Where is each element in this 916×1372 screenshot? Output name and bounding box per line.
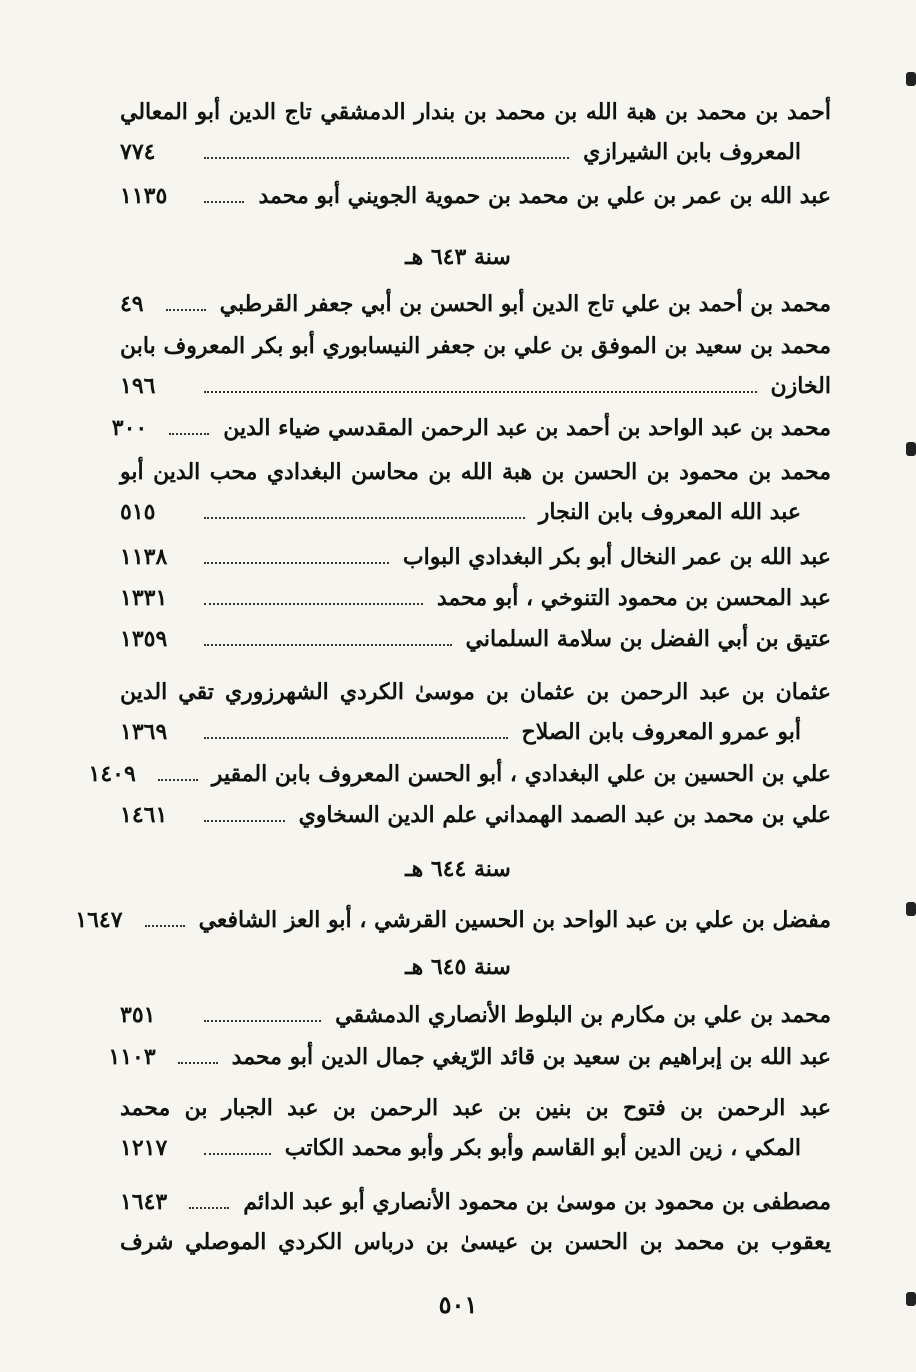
index-entry — [120, 672, 831, 752]
dot-leader — [145, 913, 185, 927]
entry-text: عبد الله بن عمر النخال أبو بكر البغدادي البواب — [402, 544, 831, 570]
year-heading: سنة ٦٤٣ هـ — [405, 244, 511, 270]
index-entry — [120, 176, 831, 216]
index-entry — [120, 537, 831, 577]
index-entry — [75, 900, 831, 940]
entry-text: أبو عمرو المعروف بابن الصلاح — [521, 719, 801, 745]
entry-text: يعقوب بن محمد بن الحسن بن عيسىٰ بن درباس الكردي الموصلي شرف — [120, 1229, 831, 1255]
binding-mark — [906, 442, 916, 456]
index-entry — [120, 284, 831, 324]
index-entry — [120, 795, 831, 835]
dot-leader — [204, 1008, 321, 1022]
entry-number: ١١٠٣ — [108, 1044, 156, 1070]
index-entry — [120, 1222, 831, 1262]
dot-leader — [166, 297, 206, 311]
entry-text: عبد الرحمن بن فتوح بن بنين بن عبد الرحمن بن عبد الجبار بن محمد — [120, 1095, 831, 1121]
binding-mark — [906, 72, 916, 86]
dot-leader — [204, 379, 757, 393]
entry-number: ١٣٦٩ — [120, 719, 168, 745]
entry-text: عبد الله المعروف بابن النجار — [538, 499, 801, 525]
dot-leader — [204, 505, 525, 519]
entry-text: المعروف بابن الشيرازي — [583, 139, 801, 165]
entry-text: المكي ، زين الدين أبو القاسم وأبو بكر وأبو محمد الكاتب — [284, 1135, 801, 1161]
entry-number: ١٣٣١ — [120, 585, 168, 611]
entry-number: ٣٥١ — [120, 1002, 156, 1028]
entry-number: ١٦٤٣ — [119, 1189, 168, 1215]
index-entry — [88, 754, 831, 794]
entry-text: مفضل بن علي بن عبد الواحد بن الحسين القرشي ، أبو العز الشافعي — [198, 907, 831, 933]
entry-number: ٤٩ — [119, 291, 144, 317]
entry-text: عبد الله بن عمر بن علي بن محمد بن حموية الجويني أبو محمد — [258, 183, 831, 209]
entry-text: محمد بن أحمد بن علي تاج الدين أبو الحسن بن أبي جعفر القرطبي — [219, 291, 831, 317]
dot-leader — [204, 1141, 271, 1155]
entry-text: عبد المحسن بن محمود التنوخي ، أبو محمد — [436, 585, 831, 611]
index-entry — [120, 326, 831, 406]
entry-number: ١٤٠٩ — [88, 761, 136, 787]
entry-number: ١١٣٥ — [120, 183, 168, 209]
index-entry — [120, 92, 831, 172]
dot-leader — [204, 725, 508, 739]
index-entry — [120, 1088, 831, 1168]
dot-leader — [158, 767, 198, 781]
entry-text: الخازن — [770, 373, 831, 399]
entry-text: علي بن محمد بن عبد الصمد الهمداني علم الدين السخاوي — [298, 802, 831, 828]
binding-mark — [906, 902, 916, 916]
dot-leader — [204, 145, 569, 159]
entry-number: ٧٧٤ — [120, 139, 156, 165]
entry-text: أحمد بن محمد بن هبة الله بن محمد بن بندار الدمشقي تاج الدين أبو المعالي — [120, 99, 831, 125]
index-entry — [120, 1182, 831, 1222]
page-number: ٥٠١ — [438, 1290, 478, 1319]
dot-leader — [204, 550, 389, 564]
dot-leader — [204, 808, 285, 822]
entry-number: ١٢١٧ — [120, 1135, 168, 1161]
index-entry — [111, 408, 831, 448]
entry-text: عبد الله بن إبراهيم بن سعيد بن قائد الرّيغي جمال الدين أبو محمد — [231, 1044, 831, 1070]
binding-mark — [906, 1292, 916, 1306]
entry-number: ١١٣٨ — [120, 544, 168, 570]
index-entry — [120, 995, 831, 1035]
entry-number: ١٤٦١ — [120, 802, 168, 828]
entry-text: عتيق بن أبي الفضل بن سلامة السلماني — [465, 626, 831, 652]
year-heading: سنة ٦٤٤ هـ — [405, 856, 511, 882]
entry-text: محمد بن عبد الواحد بن أحمد بن عبد الرحمن المقدسي ضياء الدين — [223, 415, 831, 441]
dot-leader — [204, 632, 452, 646]
index-entry — [108, 1037, 831, 1077]
entry-text: علي بن الحسين بن علي البغدادي ، أبو الحسن المعروف بابن المقير — [211, 761, 831, 787]
entry-text: محمد بن علي بن مكارم بن البلوط الأنصاري الدمشقي — [335, 1002, 831, 1028]
dot-leader — [204, 591, 423, 605]
index-entry — [120, 619, 831, 659]
dot-leader — [169, 421, 209, 435]
dot-leader — [204, 189, 244, 203]
entry-text: محمد بن محمود بن الحسن بن هبة الله بن محاسن البغدادي محب الدين أبو — [120, 459, 831, 485]
dot-leader — [178, 1050, 218, 1064]
entry-number: ١٣٥٩ — [120, 626, 168, 652]
entry-text: محمد بن سعيد بن الموفق بن علي بن جعفر النيسابوري أبو بكر المعروف بابن — [120, 333, 831, 359]
entry-text: عثمان بن عبد الرحمن بن عثمان بن موسىٰ الكردي الشهرزوري تقي الدين — [120, 679, 831, 705]
index-entry — [120, 578, 831, 618]
entry-number: ١٦٤٧ — [75, 907, 123, 933]
entry-number: ١٩٦ — [120, 373, 156, 399]
entry-number: ٣٠٠ — [111, 415, 148, 441]
dot-leader — [189, 1195, 229, 1209]
year-heading: سنة ٦٤٥ هـ — [405, 954, 511, 980]
index-entry — [120, 452, 831, 532]
entry-text: مصطفى بن محمود بن موسىٰ بن محمود الأنصاري أبو عبد الدائم — [243, 1189, 831, 1215]
entry-number: ٥١٥ — [120, 499, 156, 525]
